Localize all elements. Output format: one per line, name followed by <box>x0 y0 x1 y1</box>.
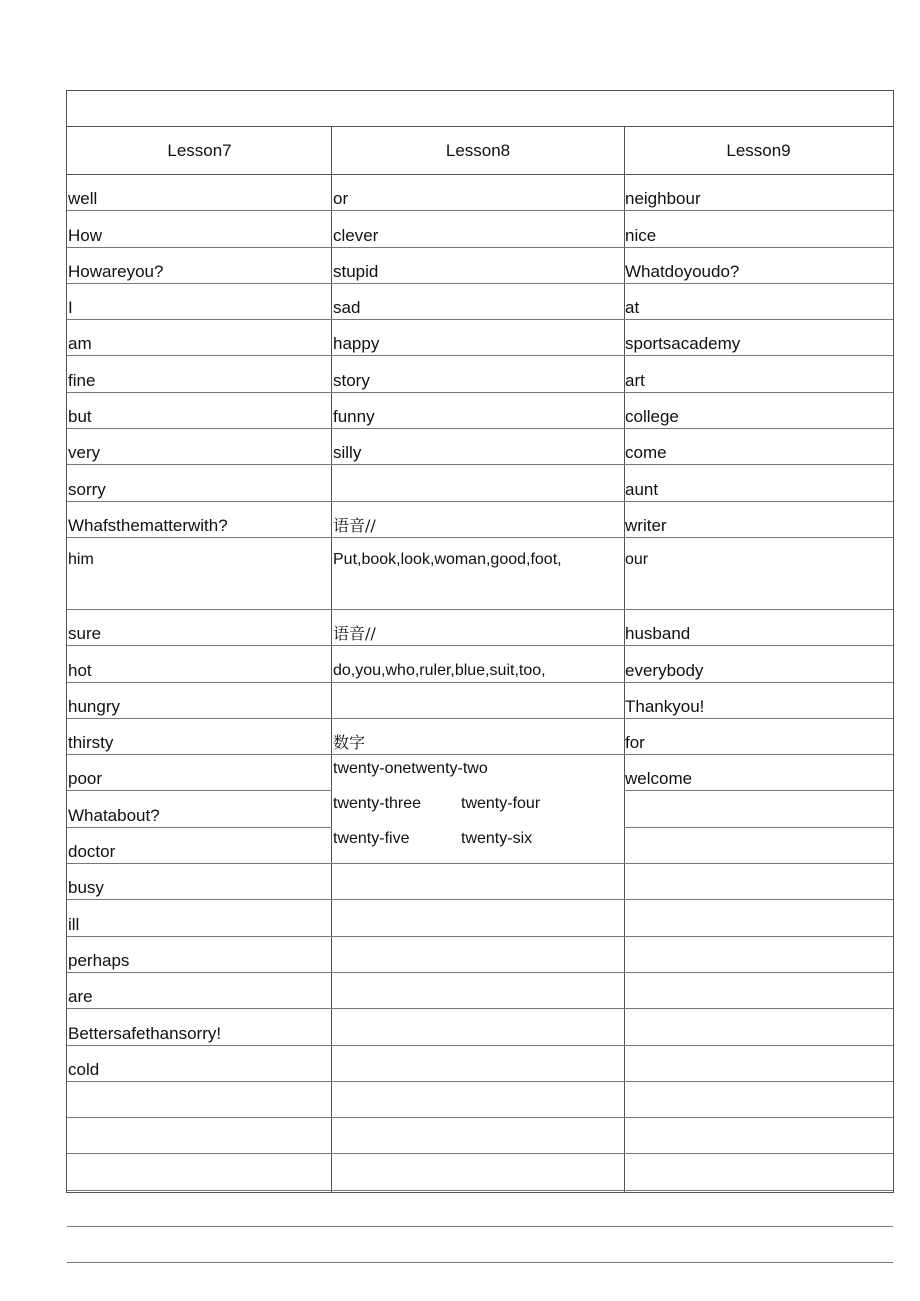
vocab-word: am <box>68 334 92 354</box>
lesson7-cell <box>67 646 332 682</box>
lesson9-cell <box>624 864 893 900</box>
lesson8-cell <box>332 646 624 682</box>
vocab-word: 语音// <box>333 624 376 644</box>
lesson9-cell <box>624 1082 893 1118</box>
lesson9-cell <box>624 393 893 429</box>
lesson7-cell <box>67 502 332 538</box>
lesson8-cell <box>332 1155 624 1191</box>
lesson9-cell <box>624 502 893 538</box>
lesson9-cell <box>624 429 893 465</box>
number-word: twenty-five <box>333 830 410 847</box>
lesson8-cell <box>332 284 624 320</box>
lesson8-cell <box>332 937 624 973</box>
lesson9-cell <box>624 900 893 936</box>
header-lesson8: Lesson8 <box>332 127 624 175</box>
vocab-word: hot <box>68 660 92 680</box>
lesson8-cell <box>332 1191 624 1227</box>
lesson9-cell <box>624 792 893 828</box>
lesson7-cell <box>67 1009 332 1045</box>
vocab-word: are <box>68 987 93 1007</box>
vocab-word: or <box>333 189 349 209</box>
lesson9-cell <box>624 1227 893 1263</box>
lesson9-cell <box>624 1009 893 1045</box>
vocab-word: our <box>625 551 649 568</box>
lesson9-cell <box>624 1046 893 1082</box>
vocab-word: silly <box>333 443 362 463</box>
lesson7-cell <box>67 828 332 864</box>
vocab-word: 数字 <box>333 733 366 753</box>
lesson7-cell <box>67 719 332 755</box>
vocab-word: aunt <box>625 479 659 499</box>
lesson9-cell <box>624 538 893 610</box>
lesson9-cell <box>624 211 893 247</box>
vocab-word: I <box>68 298 73 318</box>
lesson9-cell <box>624 175 893 211</box>
vocab-word: welcome <box>625 769 693 789</box>
vocab-word: sportsacademy <box>625 334 741 354</box>
lesson9-cell <box>624 248 893 284</box>
vocab-word: sorry <box>68 479 106 499</box>
vocab-word: Bettersafethansorry! <box>68 1023 222 1043</box>
vocab-word: Put,book,look,woman,good,foot, <box>333 551 562 568</box>
lesson8-cell <box>332 211 624 247</box>
vocab-word: Whatabout? <box>68 805 160 825</box>
numbers-cell <box>332 755 624 864</box>
lesson7-cell <box>67 755 332 791</box>
lesson7-cell <box>67 792 332 828</box>
vocab-word: stupid <box>333 261 379 281</box>
vocab-word: funny <box>333 407 375 427</box>
lesson7-cell <box>67 1191 332 1227</box>
vocab-word: do,you,who,ruler,blue,suit,too, <box>333 661 546 679</box>
lesson9-cell <box>624 1155 893 1191</box>
vocab-word: happy <box>333 334 380 354</box>
lesson9-cell <box>624 320 893 356</box>
lesson8-cell <box>332 538 624 610</box>
vocab-word: perhaps <box>68 950 130 970</box>
lesson8-cell <box>332 357 624 393</box>
lesson8-cell <box>332 1046 624 1082</box>
vocab-word: Howareyou? <box>68 261 164 281</box>
vocab-word: everybody <box>625 660 704 680</box>
header-lesson7: Lesson7 <box>67 127 332 175</box>
vocab-word: How <box>68 225 103 245</box>
lesson7-cell <box>67 900 332 936</box>
vocab-word: college <box>625 407 679 427</box>
lesson7-cell <box>67 429 332 465</box>
lesson8-cell <box>332 973 624 1009</box>
lesson8-cell <box>332 610 624 646</box>
vocab-word: ill <box>68 914 80 934</box>
vocab-word: come <box>625 443 667 463</box>
lesson8-cell <box>332 1009 624 1045</box>
lesson7-cell <box>67 320 332 356</box>
lesson7-cell <box>67 1155 332 1191</box>
lesson8-cell <box>332 719 624 755</box>
lesson7-cell <box>67 393 332 429</box>
vocab-word: at <box>625 298 640 318</box>
vocab-word: Whafsthematterwith? <box>68 515 228 535</box>
vocab-word: Whatdoyoudo? <box>625 261 740 281</box>
lesson7-cell <box>67 248 332 284</box>
lesson8-cell <box>332 1118 624 1154</box>
lesson9-cell <box>624 719 893 755</box>
lesson8-cell <box>332 1082 624 1118</box>
lesson7-cell <box>67 1046 332 1082</box>
vocab-word: doctor <box>68 842 116 862</box>
lesson9-cell <box>624 610 893 646</box>
lesson8-cell <box>332 248 624 284</box>
lesson9-cell <box>624 683 893 719</box>
vocab-word: well <box>68 189 98 209</box>
vocab-word: writer <box>625 515 667 535</box>
number-word: twenty-six <box>461 830 533 847</box>
vocabulary-table <box>66 90 894 1193</box>
lesson8-cell <box>332 864 624 900</box>
lesson9-cell <box>624 755 893 791</box>
vocab-word: Thankyou! <box>625 696 705 716</box>
lesson8-cell <box>332 429 624 465</box>
vocab-word: thirsty <box>68 733 114 753</box>
lesson7-cell <box>67 1082 332 1118</box>
lesson9-cell <box>624 1118 893 1154</box>
number-word: twenty-four <box>461 795 541 812</box>
vocab-word: clever <box>333 225 379 245</box>
lesson7-cell <box>67 973 332 1009</box>
header-lesson9: Lesson9 <box>624 127 893 175</box>
lesson9-cell <box>624 284 893 320</box>
vocab-word: poor <box>68 769 103 789</box>
vocab-word: for <box>625 733 645 753</box>
lesson7-cell <box>67 357 332 393</box>
vocab-word: very <box>68 443 101 463</box>
vocab-word: hungry <box>68 696 120 716</box>
lesson8-cell <box>332 502 624 538</box>
lesson7-cell <box>67 1227 332 1263</box>
number-word: twenty-onetwenty-two <box>333 760 488 777</box>
lesson7-cell <box>67 538 332 610</box>
number-word: twenty-three <box>333 795 422 812</box>
lesson9-cell <box>624 828 893 864</box>
lesson9-cell <box>624 357 893 393</box>
lesson9-cell <box>624 973 893 1009</box>
vocab-word: him <box>68 551 94 568</box>
lesson7-cell <box>67 211 332 247</box>
vocab-word: 语音// <box>333 515 376 535</box>
lesson7-cell <box>67 683 332 719</box>
vocab-word: fine <box>68 370 96 390</box>
lesson9-cell <box>624 937 893 973</box>
lesson7-cell <box>67 1118 332 1154</box>
lesson9-cell <box>624 1191 893 1227</box>
vocab-word: cold <box>68 1059 100 1079</box>
lesson8-cell <box>332 900 624 936</box>
lesson8-cell <box>332 465 624 501</box>
vocab-word: husband <box>625 624 691 644</box>
lesson9-cell <box>624 646 893 682</box>
table-title-row <box>67 91 893 127</box>
vocab-word: art <box>625 370 645 390</box>
lesson8-cell <box>332 1227 624 1263</box>
vocab-word: nice <box>625 225 657 245</box>
lesson8-cell <box>332 175 624 211</box>
lesson8-cell <box>332 320 624 356</box>
vocab-word: story <box>333 370 370 390</box>
vocab-word: but <box>68 407 92 427</box>
vocab-word: sad <box>333 298 361 318</box>
lesson9-cell <box>624 465 893 501</box>
lesson8-cell <box>332 683 624 719</box>
lesson7-cell <box>67 284 332 320</box>
lesson7-cell <box>67 937 332 973</box>
vocab-word: busy <box>68 878 104 898</box>
lesson7-cell <box>67 610 332 646</box>
lesson7-cell <box>67 175 332 211</box>
lesson7-cell <box>67 465 332 501</box>
vocab-word: neighbour <box>625 189 701 209</box>
lesson7-cell <box>67 864 332 900</box>
lesson8-cell <box>332 393 624 429</box>
vocab-word: sure <box>68 624 102 644</box>
